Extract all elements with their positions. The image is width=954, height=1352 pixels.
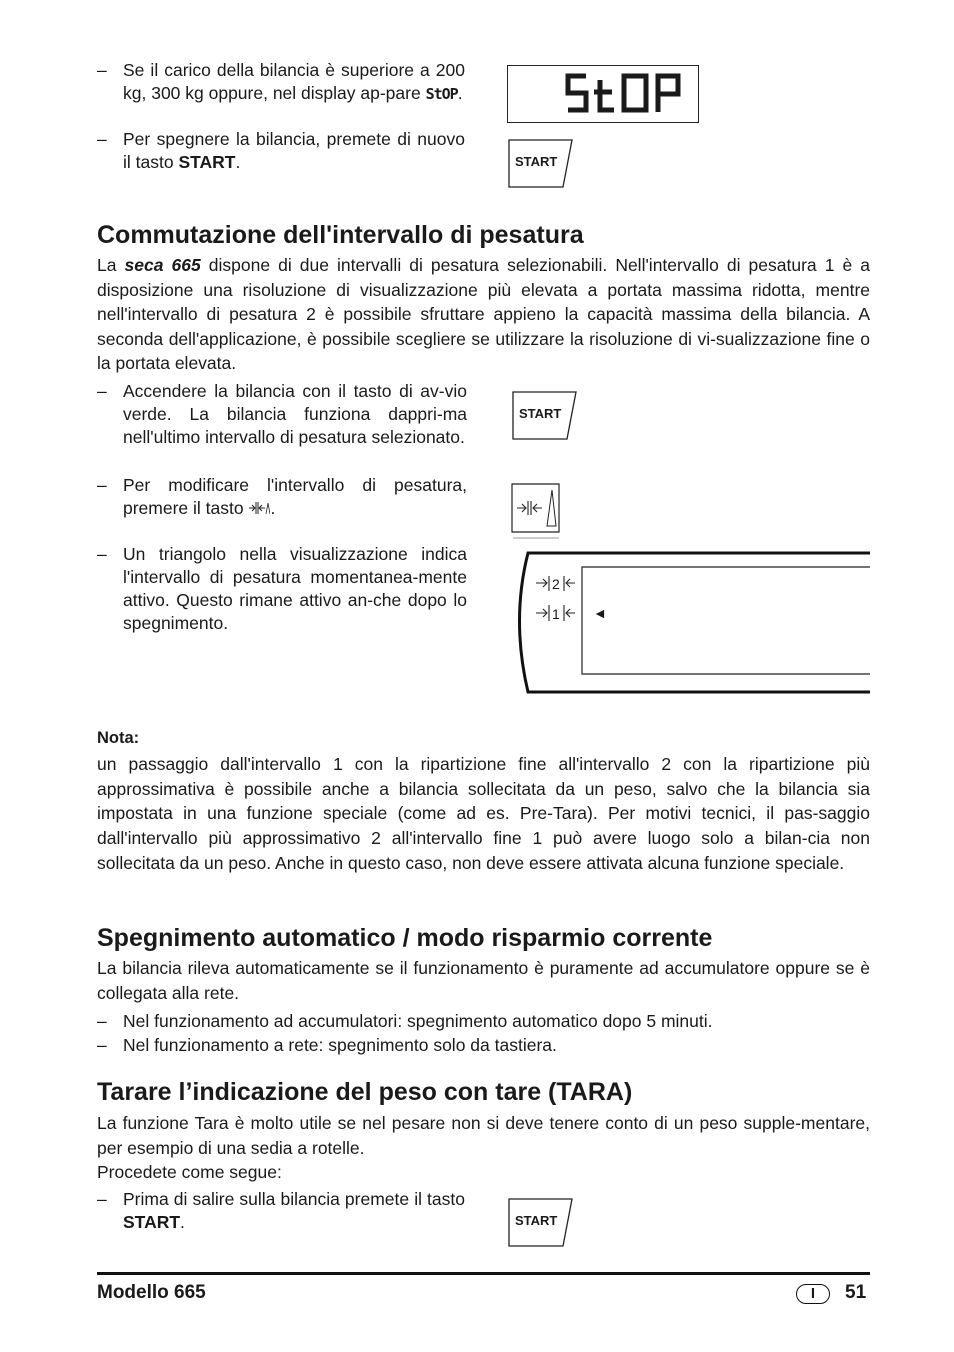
section-title-spegnimento: Spegnimento automatico / modo risparmio corrente bbox=[97, 924, 713, 952]
range-1-label: 1 bbox=[552, 606, 560, 622]
intro-text: La bbox=[97, 255, 125, 275]
list-dash: – bbox=[97, 1011, 107, 1031]
list-item-switch-off bbox=[97, 128, 465, 174]
start-key-icon bbox=[508, 1198, 572, 1246]
list-item-accendere bbox=[97, 380, 467, 449]
list-dash: – bbox=[97, 475, 107, 495]
procedete-text: Procedete come segue: bbox=[97, 1162, 282, 1182]
list-item-text: Un triangolo nella visualizzazione indica l'intervallo di pesatura momentanea-mente attivo. Questo rimane attivo an-che dopo lo spegnimento. bbox=[123, 544, 467, 633]
list-dash: – bbox=[97, 1035, 107, 1055]
stop-display bbox=[507, 65, 699, 123]
range-switch-key-icon bbox=[511, 482, 561, 540]
list-item-text: Nel funzionamento a rete: spegnimento solo da tastiera. bbox=[123, 1035, 557, 1055]
list-item-text: Per spegnere la bilancia, premete di nuovo il tasto bbox=[123, 129, 465, 172]
section-title-intervallo: Commutazione dell'intervallo di pesatura bbox=[97, 221, 584, 249]
list-item-tara-start bbox=[97, 1188, 465, 1234]
list-item-text: Accendere la bilancia con il tasto di av-vio verde. La bilancia funziona dappri-ma nell'ultimo intervallo di pesatura selezionato. bbox=[123, 381, 467, 447]
list-item-text: Se il carico della bilancia è superiore a 200 kg, 300 kg oppure, nel display ap-pare bbox=[123, 60, 465, 103]
list-item-modificare bbox=[97, 474, 467, 520]
footer-page-number: 51 bbox=[845, 1282, 867, 1303]
start-key-icon bbox=[508, 139, 572, 187]
start-bold: START bbox=[178, 152, 236, 172]
footer-model: Modello 665 bbox=[97, 1282, 206, 1303]
stop-inline-glyph: StOP bbox=[425, 85, 458, 103]
footer-language-label: I bbox=[810, 1285, 816, 1302]
range-2-label: 2 bbox=[552, 576, 560, 592]
list-item-text: Per modificare l'intervallo di pesatura, premere il tasto bbox=[123, 475, 467, 518]
list-dash: – bbox=[97, 381, 107, 401]
brand-name: seca 665 bbox=[124, 255, 201, 275]
footer-rule bbox=[97, 1272, 870, 1275]
section-title-tara: Tarare l’indicazione del peso con tare (TARA) bbox=[97, 1078, 633, 1106]
list-item-text: Prima di salire sulla bilancia premete il tasto bbox=[123, 1189, 465, 1209]
section-intro-intervallo bbox=[97, 253, 870, 376]
list-dash: – bbox=[97, 544, 107, 564]
active-range-triangle-icon: ◄ bbox=[593, 605, 607, 621]
start-key-label: START bbox=[519, 406, 562, 421]
list-item-rete bbox=[97, 1034, 870, 1057]
list-dash: – bbox=[97, 1189, 107, 1209]
list-item-accumulatori bbox=[97, 1010, 870, 1033]
start-bold: START bbox=[123, 1212, 181, 1232]
start-key-icon bbox=[512, 391, 576, 439]
list-item-text-end: . bbox=[180, 1212, 185, 1232]
nota-heading: Nota: bbox=[97, 729, 140, 747]
intro-text-rest: dispone di due intervalli di pesatura selezionabili. Nell'intervallo di pesatura 1 è a disposizione una risoluzione di visualizzazione più elevata a portata massima ridotta, mentre nell'intervallo di pesatura 2 è possibile sfruttare appieno la capacità massima della bilancia. A seconda dell'applicazione, è possibile scegliere se utilizzare la risoluzione di vi-sualizzazione fine o la portata elevata. bbox=[97, 255, 870, 373]
list-item-text: Nel funzionamento ad accumulatori: spegnimento automatico dopo 5 minuti. bbox=[123, 1011, 713, 1031]
list-dash: – bbox=[97, 60, 107, 80]
section-intro-spegnimento: La bilancia rileva automaticamente se il funzionamento è puramente ad accumulatore oppure se è collegata alla rete. bbox=[97, 958, 870, 1003]
list-item-triangolo bbox=[97, 543, 467, 635]
range-key-inline-icon bbox=[248, 500, 270, 516]
start-key-label: START bbox=[515, 154, 558, 169]
stop-display-digits bbox=[562, 70, 692, 120]
list-item-text-end: . bbox=[270, 498, 276, 518]
start-key-label: START bbox=[515, 1213, 558, 1228]
footer-language-badge bbox=[796, 1284, 830, 1304]
list-item-overload bbox=[97, 59, 465, 106]
section-intro-tara: La funzione Tara è molto utile se nel pesare non si deve tenere conto di un peso supple-mentare, per esempio di una sedia a rotelle. bbox=[97, 1113, 870, 1158]
list-dash: – bbox=[97, 129, 107, 149]
list-item-text-end: . bbox=[457, 83, 463, 103]
range-display-diagram bbox=[508, 550, 870, 695]
nota-body: un passaggio dall'intervallo 1 con la ripartizione fine all'intervallo 2 con la ripartizione più approssimativa è possibile anche a bilancia sollecitata da un peso, salvo che la bilancia sia impostata in una funzione speciale (come ad es. Pre-Tara). Per motivi tecnici, il pas-saggio dall'intervallo più approssimativo 2 all'intervallo fine 1 può avere luogo solo a bilan-cia non sollecitata da un peso. Anche in questo caso, non deve essere attivata alcuna funzione speciale. bbox=[97, 754, 870, 873]
list-item-text-end: . bbox=[235, 152, 241, 172]
